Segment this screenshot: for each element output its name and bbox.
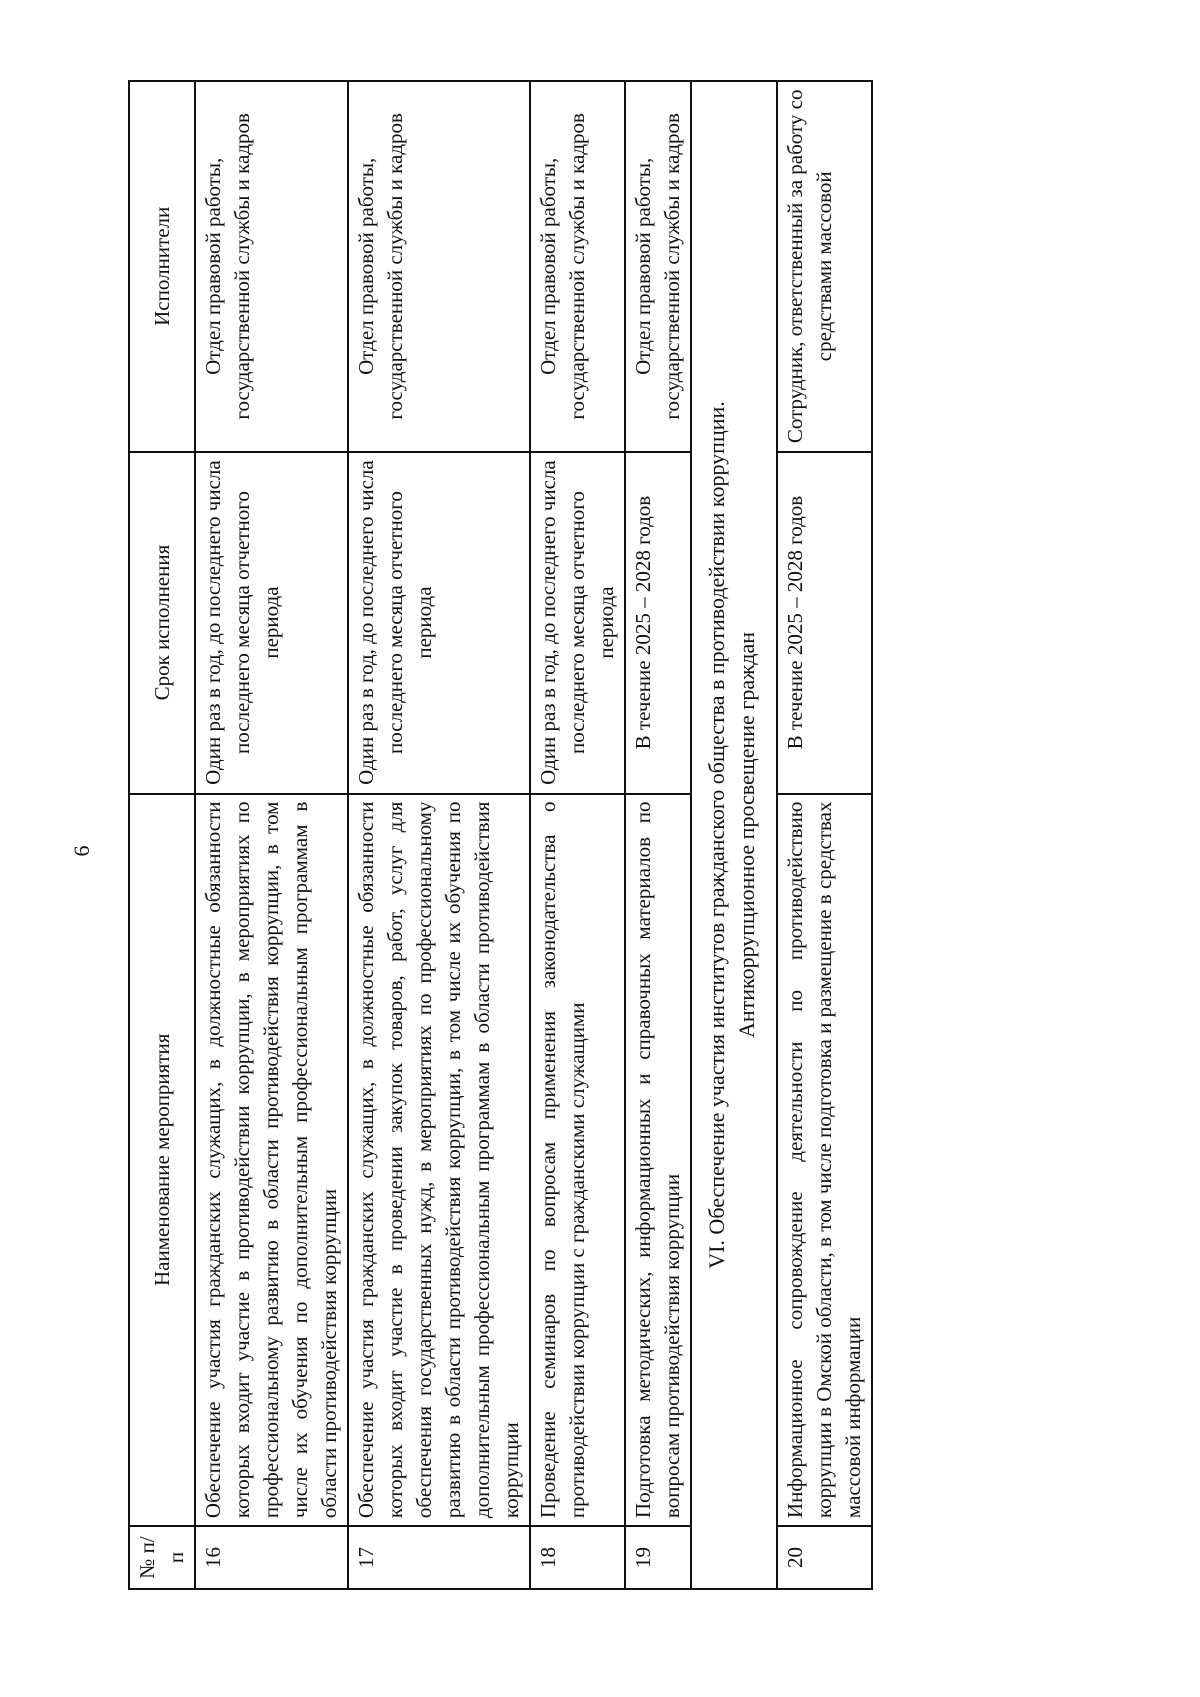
rotated-document (128, 80, 1068, 1590)
row-name: Обеспечение участия гражданских служащих, в должностные обязанности которых входит участие в противодействии коррупции, в мероприятиях по профессиональному развитию в области противодействия коррупции, в том числе их обучения по дополнительным профессиональным программам в области противодействия коррупции (195, 794, 348, 1527)
row-term: В течение 2025 – 2028 годов (777, 452, 872, 794)
row-executor: Отдел правовой работы, государственной службы и кадров (625, 81, 691, 452)
header-executor: Исполнители (129, 81, 195, 452)
row-name: Проведение семинаров по вопросам применения законодательства о противодействии коррупции с гражданскими служащими (530, 794, 625, 1527)
table-row (348, 81, 530, 1589)
row-num: 20 (777, 1526, 872, 1589)
section-heading (691, 81, 777, 1589)
table-row (195, 81, 348, 1589)
row-num: 17 (348, 1526, 530, 1589)
row-executor: Отдел правовой работы, государственной службы и кадров (530, 81, 625, 452)
section-heading-row (691, 81, 777, 1589)
row-term: Один раз в год, до последнего числа последнего месяца отчетного периода (348, 452, 530, 794)
row-executor: Сотрудник, ответственный за работу со средствами массовой (777, 81, 872, 452)
row-term: В течение 2025 – 2028 годов (625, 452, 691, 794)
header-num: № п/п (129, 1526, 195, 1589)
row-term: Один раз в год, до последнего числа последнего месяца отчетного периода (195, 452, 348, 794)
row-term: Один раз в год, до последнего числа последнего месяца отчетного периода (530, 452, 625, 794)
row-name: Обеспечение участия гражданских служащих, в должностные обязанности которых входит участие в проведении закупок товаров, работ, услуг для обеспечения государственных нужд, в мероприятиях по профессиональному развитию в области противодействия коррупции, в том числе их обучения по дополнительным профессиональным программам в области противодействия коррупции (348, 794, 530, 1527)
row-num: 18 (530, 1526, 625, 1589)
section-title-line-1: VI. Обеспечение участия институтов гражданского общества в противодействии коррупции. (704, 401, 729, 1269)
row-name: Подготовка методических, информационных и справочных материалов по вопросам противодействия коррупции (625, 794, 691, 1527)
section-title-line-2: Антикоррупционное просвещение граждан (734, 631, 759, 1039)
table-header-row (129, 81, 195, 1589)
row-num: 19 (625, 1526, 691, 1589)
table-row (777, 81, 872, 1589)
header-name: Наименование мероприятия (129, 794, 195, 1527)
page-number: 6 (69, 845, 94, 857)
row-executor: Отдел правовой работы, государственной службы и кадров (348, 81, 530, 452)
row-name: Информационное сопровождение деятельности по противодействию коррупции в Омской области, в том числе подготовка и размещение в средствах массовой информации (777, 794, 872, 1527)
measures-table (128, 80, 873, 1590)
table-row (625, 81, 691, 1589)
row-num: 16 (195, 1526, 348, 1589)
row-executor: Отдел правовой работы, государственной службы и кадров (195, 81, 348, 452)
header-term: Срок исполнения (129, 452, 195, 794)
table-row (530, 81, 625, 1589)
